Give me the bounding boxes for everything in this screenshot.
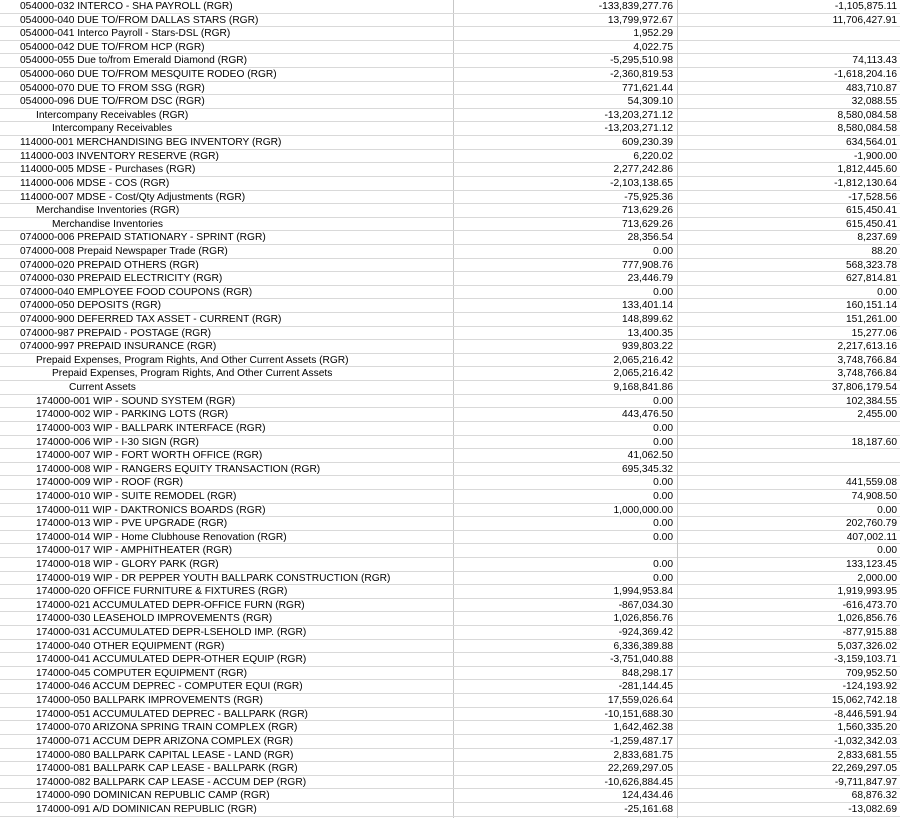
account-label-cell[interactable]: Intercompany Receivables (RGR) (36, 109, 189, 121)
current-value-cell[interactable]: 0.00 (653, 395, 673, 407)
prior-value-cell[interactable]: 627,814.81 (846, 273, 897, 285)
account-label-cell[interactable]: 114000-006 MDSE - COS (RGR) (20, 177, 170, 189)
current-value-cell[interactable]: 0.00 (653, 422, 673, 434)
account-label-cell[interactable]: 174000-006 WIP - I-30 SIGN (RGR) (36, 436, 199, 448)
table-row[interactable] (0, 150, 900, 164)
current-value-cell[interactable]: 777,908.76 (622, 259, 673, 271)
account-label-cell[interactable]: 054000-041 Interco Payroll - Stars-DSL (RGR) (20, 28, 231, 40)
current-value-cell[interactable]: -13,203,271.12 (604, 123, 673, 135)
current-value-cell[interactable]: 13,799,972.67 (607, 14, 673, 26)
prior-value-cell[interactable]: -1,900.00 (853, 150, 897, 162)
table-row[interactable] (0, 667, 900, 681)
account-label-cell[interactable]: 054000-070 DUE TO FROM SSG (RGR) (20, 82, 205, 94)
table-row[interactable] (0, 136, 900, 150)
prior-value-cell[interactable]: 15,062,742.18 (831, 695, 897, 707)
current-value-cell[interactable]: 0.00 (653, 245, 673, 257)
prior-value-cell[interactable]: 3,748,766.84 (837, 368, 897, 380)
current-value-cell[interactable]: -1,259,487.17 (610, 735, 673, 747)
prior-value-cell[interactable]: 2,455.00 (857, 409, 897, 421)
account-label-cell[interactable]: 174000-010 WIP - SUITE REMODEL (RGR) (36, 490, 237, 502)
account-label-cell[interactable]: 074000-040 EMPLOYEE FOOD COUPONS (RGR) (20, 286, 253, 298)
current-value-cell[interactable]: 0.00 (653, 490, 673, 502)
account-label-cell[interactable]: 174000-001 WIP - SOUND SYSTEM (RGR) (36, 395, 236, 407)
account-label-cell[interactable]: 174000-031 ACCUMULATED DEPR-LSEHOLD IMP. (RGR) (36, 627, 307, 639)
table-row[interactable] (0, 476, 900, 490)
table-row[interactable] (0, 735, 900, 749)
prior-value-cell[interactable]: -9,711,847.97 (834, 776, 897, 788)
prior-value-cell[interactable]: 5,037,326.02 (837, 640, 897, 652)
prior-value-cell[interactable]: 102,384.55 (846, 395, 897, 407)
prior-value-cell[interactable]: 1,560,335.20 (837, 722, 897, 734)
account-label-cell[interactable]: 074000-020 PREPAID OTHERS (RGR) (20, 259, 199, 271)
prior-value-cell[interactable]: 202,760.79 (846, 518, 897, 530)
prior-value-cell[interactable]: 709,952.50 (846, 667, 897, 679)
table-row[interactable] (0, 340, 900, 354)
table-row[interactable] (0, 95, 900, 109)
table-row[interactable] (0, 599, 900, 613)
account-label-cell[interactable]: 114000-003 INVENTORY RESERVE (RGR) (20, 150, 219, 162)
current-value-cell[interactable]: -13,203,271.12 (604, 109, 673, 121)
table-row[interactable] (0, 517, 900, 531)
account-label-cell[interactable]: 114000-001 MERCHANDISING BEG INVENTORY (RGR) (20, 137, 282, 149)
current-value-cell[interactable]: 1,026,856.76 (613, 613, 673, 625)
table-row[interactable] (0, 449, 900, 463)
account-label-cell[interactable]: 074000-997 PREPAID INSURANCE (RGR) (20, 341, 217, 353)
prior-value-cell[interactable]: 22,269,297.05 (831, 763, 897, 775)
account-label-cell[interactable]: 174000-019 WIP - DR PEPPER YOUTH BALLPARK CONSTRUCTION (RGR) (36, 572, 391, 584)
table-row[interactable] (0, 395, 900, 409)
prior-value-cell[interactable]: 74,113.43 (852, 55, 897, 67)
account-label-cell[interactable]: 074000-987 PREPAID - POSTAGE (RGR) (20, 327, 211, 339)
prior-value-cell[interactable]: 634,564.01 (846, 137, 897, 149)
account-label-cell[interactable]: 174000-091 A/D DOMINICAN REPUBLIC (RGR) (36, 803, 257, 815)
current-value-cell[interactable]: 713,629.26 (622, 218, 673, 230)
prior-value-cell[interactable]: 151,261.00 (846, 314, 897, 326)
prior-value-cell[interactable]: -13,082.69 (848, 803, 897, 815)
prior-value-cell[interactable]: -17,528.56 (848, 191, 897, 203)
account-label-cell[interactable]: 114000-007 MDSE - Cost/Qty Adjustments (RGR) (20, 191, 246, 203)
current-value-cell[interactable]: 939,803.22 (622, 341, 673, 353)
account-label-cell[interactable]: 174000-030 LEASEHOLD IMPROVEMENTS (RGR) (36, 613, 273, 625)
table-row[interactable] (0, 0, 900, 14)
current-value-cell[interactable]: 695,345.32 (622, 463, 673, 475)
prior-value-cell[interactable]: -1,618,204.16 (834, 69, 897, 81)
account-label-cell[interactable]: Merchandise Inventories (RGR) (36, 205, 180, 217)
table-row[interactable] (0, 82, 900, 96)
account-label-cell[interactable]: 174000-020 OFFICE FURNITURE & FIXTURES (RGR) (36, 586, 288, 598)
table-row[interactable] (0, 245, 900, 259)
account-label-cell[interactable]: 054000-096 DUE TO/FROM DSC (RGR) (20, 96, 205, 108)
account-label-cell[interactable]: 074000-050 DEPOSITS (RGR) (20, 300, 161, 312)
prior-value-cell[interactable]: 615,450.41 (846, 205, 897, 217)
prior-value-cell[interactable]: -1,105,875.11 (834, 1, 897, 12)
table-row[interactable] (0, 694, 900, 708)
current-value-cell[interactable]: 0.00 (653, 518, 673, 530)
current-value-cell[interactable]: 0.00 (653, 572, 673, 584)
account-label-cell[interactable]: 174000-051 ACCUMULATED DEPREC - BALLPARK (RGR) (36, 708, 308, 720)
current-value-cell[interactable]: 2,277,242.86 (613, 164, 673, 176)
account-label-cell[interactable]: 174000-018 WIP - GLORY PARK (RGR) (36, 558, 219, 570)
table-row[interactable] (0, 653, 900, 667)
prior-value-cell[interactable]: 483,710.87 (846, 82, 897, 94)
current-value-cell[interactable]: 148,899.62 (622, 314, 673, 326)
table-row[interactable] (0, 422, 900, 436)
table-row[interactable] (0, 54, 900, 68)
table-row[interactable] (0, 122, 900, 136)
current-value-cell[interactable]: 6,220.02 (633, 150, 673, 162)
account-label-cell[interactable]: 174000-021 ACCUMULATED DEPR-OFFICE FURN (RGR) (36, 599, 305, 611)
prior-value-cell[interactable]: 74,908.50 (851, 490, 897, 502)
account-label-cell[interactable]: 174000-045 COMPUTER EQUIPMENT (RGR) (36, 667, 247, 679)
current-value-cell[interactable]: -2,360,819.53 (610, 69, 673, 81)
table-row[interactable] (0, 41, 900, 55)
prior-value-cell[interactable]: 18,187.60 (851, 436, 897, 448)
account-label-cell[interactable]: 074000-900 DEFERRED TAX ASSET - CURRENT (RGR) (20, 314, 282, 326)
account-label-cell[interactable]: 174000-071 ACCUM DEPR ARIZONA COMPLEX (RGR) (36, 735, 294, 747)
table-row[interactable] (0, 313, 900, 327)
prior-value-cell[interactable]: -3,159,103.71 (834, 654, 897, 666)
prior-value-cell[interactable]: -877,915.88 (842, 627, 897, 639)
account-label-cell[interactable]: 114000-005 MDSE - Purchases (RGR) (20, 164, 196, 176)
prior-value-cell[interactable]: 133,123.45 (846, 558, 897, 570)
prior-value-cell[interactable]: 160,151.14 (846, 300, 897, 312)
current-value-cell[interactable]: 0.00 (653, 477, 673, 489)
table-row[interactable] (0, 367, 900, 381)
prior-value-cell[interactable]: 1,812,445.60 (837, 164, 897, 176)
table-row[interactable] (0, 640, 900, 654)
prior-value-cell[interactable]: 88.20 (871, 245, 897, 257)
table-row[interactable] (0, 218, 900, 232)
account-label-cell[interactable]: 174000-041 ACCUMULATED DEPR-OTHER EQUIP (RGR) (36, 654, 307, 666)
table-row[interactable] (0, 14, 900, 28)
table-row[interactable] (0, 762, 900, 776)
account-label-cell[interactable]: Prepaid Expenses, Program Rights, And Other Current Assets (RGR) (36, 354, 349, 366)
account-label-cell[interactable]: 174000-017 WIP - AMPHITHEATER (RGR) (36, 545, 233, 557)
current-value-cell[interactable]: 28,356.54 (627, 232, 673, 244)
current-value-cell[interactable]: 771,621.44 (622, 82, 673, 94)
table-row[interactable] (0, 27, 900, 41)
prior-value-cell[interactable]: 15,277.06 (851, 327, 897, 339)
account-label-cell[interactable]: 054000-032 INTERCO - SHA PAYROLL (RGR) (20, 1, 233, 12)
prior-value-cell[interactable]: 0.00 (877, 504, 897, 516)
table-row[interactable] (0, 381, 900, 395)
prior-value-cell[interactable]: 2,217,613.16 (837, 341, 897, 353)
current-value-cell[interactable]: 1,000,000.00 (613, 504, 673, 516)
account-label-cell[interactable]: 174000-007 WIP - FORT WORTH OFFICE (RGR) (36, 450, 263, 462)
current-value-cell[interactable]: 2,065,216.42 (613, 368, 673, 380)
account-label-cell[interactable]: 174000-090 DOMINICAN REPUBLIC CAMP (RGR) (36, 790, 270, 802)
current-value-cell[interactable]: 1,994,953.84 (613, 586, 673, 598)
current-value-cell[interactable]: -75,925.36 (624, 191, 673, 203)
current-value-cell[interactable]: 133,401.14 (622, 300, 673, 312)
account-label-cell[interactable]: Current Assets (69, 382, 136, 394)
current-value-cell[interactable]: 848,298.17 (622, 667, 673, 679)
current-value-cell[interactable]: 0.00 (653, 558, 673, 570)
account-label-cell[interactable]: 074000-006 PREPAID STATIONARY - SPRINT (RGR) (20, 232, 266, 244)
current-value-cell[interactable]: 22,269,297.05 (607, 763, 673, 775)
table-row[interactable] (0, 531, 900, 545)
current-value-cell[interactable]: -2,103,138.65 (610, 177, 673, 189)
current-value-cell[interactable]: 2,065,216.42 (613, 354, 673, 366)
prior-value-cell[interactable]: 37,806,179.54 (831, 382, 897, 394)
account-label-cell[interactable]: 174000-009 WIP - ROOF (RGR) (36, 477, 184, 489)
prior-value-cell[interactable]: 8,580,084.58 (837, 123, 897, 135)
table-row[interactable] (0, 327, 900, 341)
current-value-cell[interactable]: 1,952.29 (633, 28, 673, 40)
table-row[interactable] (0, 776, 900, 790)
prior-value-cell[interactable]: 8,237.69 (857, 232, 897, 244)
current-value-cell[interactable]: 41,062.50 (627, 450, 673, 462)
current-value-cell[interactable]: 1,642,462.38 (613, 722, 673, 734)
account-label-cell[interactable]: 174000-082 BALLPARK CAP LEASE - ACCUM DEP (RGR) (36, 776, 307, 788)
prior-value-cell[interactable]: 2,000.00 (857, 572, 897, 584)
account-label-cell[interactable]: 074000-030 PREPAID ELECTRICITY (RGR) (20, 273, 223, 285)
current-value-cell[interactable]: 2,833,681.75 (613, 749, 673, 761)
prior-value-cell[interactable]: 615,450.41 (846, 218, 897, 230)
prior-value-cell[interactable]: -8,446,591.94 (834, 708, 897, 720)
current-value-cell[interactable]: -25,161.68 (624, 803, 673, 815)
account-label-cell[interactable]: 174000-013 WIP - PVE UPGRADE (RGR) (36, 518, 228, 530)
account-label-cell[interactable]: Merchandise Inventories (52, 218, 163, 230)
table-row[interactable] (0, 544, 900, 558)
current-value-cell[interactable]: 0.00 (653, 286, 673, 298)
table-row[interactable] (0, 490, 900, 504)
table-row[interactable] (0, 721, 900, 735)
table-row[interactable] (0, 286, 900, 300)
account-label-cell[interactable]: 174000-081 BALLPARK CAP LEASE - BALLPARK (RGR) (36, 763, 298, 775)
account-label-cell[interactable]: 174000-046 ACCUM DEPREC - COMPUTER EQUI (RGR) (36, 681, 303, 693)
prior-value-cell[interactable]: 441,559.08 (846, 477, 897, 489)
current-value-cell[interactable]: -10,151,688.30 (604, 708, 673, 720)
prior-value-cell[interactable]: 568,323.78 (846, 259, 897, 271)
prior-value-cell[interactable]: 407,002.11 (846, 531, 897, 543)
table-row[interactable] (0, 789, 900, 803)
table-row[interactable] (0, 558, 900, 572)
prior-value-cell[interactable]: 8,580,084.58 (837, 109, 897, 121)
current-value-cell[interactable]: -867,034.30 (618, 599, 673, 611)
table-row[interactable] (0, 354, 900, 368)
current-value-cell[interactable]: -281,144.45 (618, 681, 673, 693)
table-row[interactable] (0, 626, 900, 640)
table-row[interactable] (0, 191, 900, 205)
account-label-cell[interactable]: 174000-002 WIP - PARKING LOTS (RGR) (36, 409, 229, 421)
current-value-cell[interactable]: -3,751,040.88 (610, 654, 673, 666)
account-label-cell[interactable]: 174000-003 WIP - BALLPARK INTERFACE (RGR) (36, 422, 266, 434)
account-label-cell[interactable]: 054000-040 DUE TO/FROM DALLAS STARS (RGR) (20, 14, 259, 26)
account-label-cell[interactable]: Intercompany Receivables (52, 123, 173, 135)
current-value-cell[interactable]: -133,839,277.76 (598, 1, 673, 12)
prior-value-cell[interactable]: -1,812,130.64 (834, 177, 897, 189)
account-label-cell[interactable]: Prepaid Expenses, Program Rights, And Other Current Assets (52, 368, 333, 380)
account-label-cell[interactable]: 174000-050 BALLPARK IMPROVEMENTS (RGR) (36, 695, 263, 707)
table-row[interactable] (0, 708, 900, 722)
prior-value-cell[interactable]: 32,088.55 (851, 96, 897, 108)
table-row[interactable] (0, 749, 900, 763)
account-label-cell[interactable]: 054000-042 DUE TO/FROM HCP (RGR) (20, 41, 205, 53)
current-value-cell[interactable]: 13,400.35 (627, 327, 673, 339)
current-value-cell[interactable]: 54,309.10 (627, 96, 673, 108)
account-label-cell[interactable]: 054000-060 DUE TO/FROM MESQUITE RODEO (RGR) (20, 69, 277, 81)
current-value-cell[interactable]: -10,626,884.45 (604, 776, 673, 788)
prior-value-cell[interactable]: 0.00 (877, 545, 897, 557)
table-row[interactable] (0, 504, 900, 518)
table-row[interactable] (0, 299, 900, 313)
prior-value-cell[interactable]: 68,876.32 (851, 790, 897, 802)
prior-value-cell[interactable]: 2,833,681.55 (837, 749, 897, 761)
account-label-cell[interactable]: 174000-080 BALLPARK CAPITAL LEASE - LAND (RGR) (36, 749, 294, 761)
current-value-cell[interactable]: 6,336,389.88 (613, 640, 673, 652)
current-value-cell[interactable]: 443,476.50 (622, 409, 673, 421)
table-row[interactable] (0, 68, 900, 82)
current-value-cell[interactable]: 713,629.26 (622, 205, 673, 217)
current-value-cell[interactable]: 17,559,026.64 (607, 695, 673, 707)
current-value-cell[interactable]: -924,369.42 (618, 627, 673, 639)
prior-value-cell[interactable]: -124,193.92 (842, 681, 897, 693)
table-row[interactable] (0, 463, 900, 477)
account-label-cell[interactable]: 174000-008 WIP - RANGERS EQUITY TRANSACTION (RGR) (36, 463, 321, 475)
account-label-cell[interactable]: 054000-055 Due to/from Emerald Diamond (RGR) (20, 55, 248, 67)
prior-value-cell[interactable]: 11,706,427.91 (832, 14, 897, 26)
prior-value-cell[interactable]: -1,032,342.03 (834, 735, 897, 747)
table-row[interactable] (0, 272, 900, 286)
current-value-cell[interactable]: 609,230.39 (622, 137, 673, 149)
account-label-cell[interactable]: 174000-040 OTHER EQUIPMENT (RGR) (36, 640, 225, 652)
table-row[interactable] (0, 803, 900, 817)
current-value-cell[interactable]: 9,168,841.86 (613, 382, 673, 394)
table-row[interactable] (0, 231, 900, 245)
table-row[interactable] (0, 680, 900, 694)
table-row[interactable] (0, 109, 900, 123)
table-row[interactable] (0, 572, 900, 586)
table-row[interactable] (0, 163, 900, 177)
table-row[interactable] (0, 436, 900, 450)
table-row[interactable] (0, 408, 900, 422)
prior-value-cell[interactable]: 0.00 (877, 286, 897, 298)
prior-value-cell[interactable]: 1,919,993.95 (837, 586, 897, 598)
account-label-cell[interactable]: 174000-014 WIP - Home Clubhouse Renovation (RGR) (36, 531, 287, 543)
account-label-cell[interactable]: 174000-070 ARIZONA SPRING TRAIN COMPLEX (RGR) (36, 722, 298, 734)
account-label-cell[interactable]: 074000-008 Prepaid Newspaper Trade (RGR) (20, 245, 228, 257)
prior-value-cell[interactable]: 3,748,766.84 (837, 354, 897, 366)
prior-value-cell[interactable]: -616,473.70 (842, 599, 897, 611)
current-value-cell[interactable]: 124,434.46 (622, 790, 673, 802)
table-row[interactable] (0, 612, 900, 626)
table-row[interactable] (0, 259, 900, 273)
current-value-cell[interactable]: 0.00 (653, 531, 673, 543)
table-row[interactable] (0, 177, 900, 191)
current-value-cell[interactable]: 4,022.75 (633, 41, 673, 53)
table-row[interactable] (0, 585, 900, 599)
current-value-cell[interactable]: 23,446.79 (627, 273, 673, 285)
account-label-cell[interactable]: 174000-011 WIP - DAKTRONICS BOARDS (RGR) (36, 504, 266, 516)
current-value-cell[interactable]: -5,295,510.98 (610, 55, 673, 67)
table-row[interactable] (0, 204, 900, 218)
current-value-cell[interactable]: 0.00 (653, 436, 673, 448)
prior-value-cell[interactable]: 1,026,856.76 (837, 613, 897, 625)
